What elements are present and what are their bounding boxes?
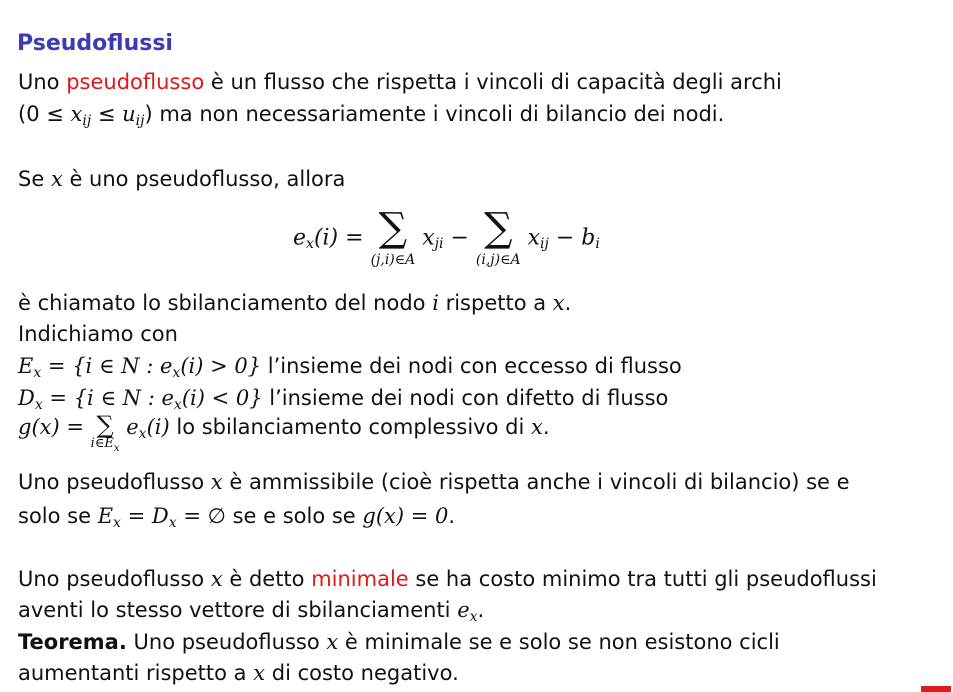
math-sub: x — [138, 426, 147, 442]
math-x: x — [70, 102, 83, 126]
math-sub: x — [469, 609, 478, 625]
math-x: x — [552, 291, 565, 315]
deficit-set-line — [18, 385, 668, 411]
sigma-symbol: ∑ — [378, 205, 408, 251]
math-set: (i) < 0} — [181, 386, 263, 410]
text: (0 ≤ — [18, 102, 71, 126]
sum-subscript: (j,i)∈A — [370, 252, 416, 268]
math-sub: x — [33, 365, 42, 381]
math-x: x — [253, 661, 266, 685]
math-x: x — [326, 630, 339, 654]
minimal-line-1 — [18, 566, 877, 592]
math-sub: x — [113, 443, 120, 454]
imbalance-formula — [293, 205, 600, 268]
math-set: = {i ∈ N : e — [41, 354, 173, 378]
math-x: x — [50, 167, 63, 191]
math-e: e — [293, 225, 307, 251]
sum-3 — [90, 411, 120, 454]
sum-subscript-main: i∈E — [90, 436, 114, 451]
text: lo sbilanciamento complessivo di — [169, 415, 531, 439]
text: è ammissibile (cioè rispetta anche i vincoli di bilancio) se e — [222, 470, 850, 494]
text: Uno pseudoflusso — [126, 630, 327, 654]
math-eq: = — [120, 504, 152, 528]
admissible-line-1 — [18, 469, 850, 495]
math-arg: (i) — [313, 225, 339, 251]
math-sub: ij — [82, 113, 92, 129]
text: aventi lo stesso vettore di sbilanciamenti — [18, 598, 458, 622]
slide-footer — [0, 686, 953, 692]
text: Uno pseudoflusso — [18, 567, 211, 591]
intro-line — [18, 166, 345, 192]
text: l’insieme dei nodi con eccesso di flusso — [261, 354, 682, 378]
indichiamo-line — [18, 321, 178, 347]
sigma-symbol: ∑ — [483, 205, 513, 251]
text: . — [448, 504, 456, 528]
math-minus: − — [443, 225, 476, 251]
theorem-label: Teorema. — [18, 630, 127, 654]
theorem-line-1 — [18, 629, 780, 655]
text: aumentanti rispetto a — [18, 661, 254, 685]
math-g: g(x) = — [18, 415, 91, 439]
math-E: E — [18, 354, 34, 378]
text: rispetto a — [438, 291, 553, 315]
math-x: x — [530, 415, 543, 439]
math-sub: x — [306, 236, 314, 252]
text: Indichiamo con — [18, 322, 178, 346]
admissible-line-2 — [18, 503, 455, 529]
sum-2 — [475, 205, 521, 268]
math-sub: x — [168, 515, 177, 531]
imbalance-desc-line — [18, 290, 571, 316]
text: è uno pseudoflusso, allora — [62, 167, 346, 191]
text: è chiamato lo sbilanciamento del nodo — [18, 291, 433, 315]
sigma-symbol: ∑ — [96, 411, 114, 439]
math-set: = {i ∈ N : e — [42, 386, 174, 410]
footer-mark — [921, 686, 951, 692]
math-sub: ij — [540, 236, 549, 252]
math-sub: x — [172, 365, 181, 381]
math-u: u — [122, 102, 136, 126]
theorem-line-2 — [18, 660, 459, 686]
math-x: x — [210, 567, 223, 591]
text: di costo negativo. — [265, 661, 459, 685]
definition-line-1 — [18, 69, 782, 95]
slide-title: Pseudoflussi — [17, 31, 173, 56]
math-D: D — [18, 386, 35, 410]
math-set: (i) > 0} — [180, 354, 262, 378]
minimal-line-2 — [18, 597, 484, 623]
text: se ha costo minimo tra tutti gli pseudoflussi — [408, 567, 877, 591]
text: solo se — [18, 504, 98, 528]
math-E: E — [97, 504, 114, 528]
sum-subscript: (i,j)∈A — [475, 252, 521, 268]
math-i: i — [432, 291, 439, 315]
math-sub: x — [113, 515, 121, 531]
text: . — [564, 291, 572, 315]
text: l’insieme dei nodi con difetto di flusso — [262, 386, 669, 410]
text: è un flusso che rispetta i vincoli di capacità degli archi — [204, 70, 782, 94]
text: è detto — [222, 567, 312, 591]
sum-subscript — [90, 436, 120, 454]
math-arg: (i) — [146, 415, 170, 439]
text: se e solo se — [225, 504, 363, 528]
math-g: g(x) = 0 — [362, 504, 449, 528]
math-eq: = — [338, 225, 371, 251]
math-e: e — [457, 598, 470, 622]
math-sub: x — [34, 397, 43, 413]
sum-1 — [370, 205, 416, 268]
text: è minimale se e solo se non esistono cicli — [338, 630, 780, 654]
math-sub: ji — [434, 236, 444, 252]
total-imbalance-line — [18, 411, 550, 454]
term-minimale: minimale — [311, 567, 409, 591]
definition-line-2 — [18, 101, 724, 127]
math-D: D — [151, 504, 169, 528]
text: Uno — [18, 70, 67, 94]
math-minus: − — [548, 225, 582, 251]
text: Se — [18, 167, 51, 191]
math-e: e — [126, 415, 139, 439]
math-sub: ij — [135, 113, 145, 129]
text: . — [477, 598, 485, 622]
term-pseudoflusso: pseudoflusso — [66, 70, 205, 94]
text: ≤ — [91, 102, 123, 126]
text: . — [542, 415, 550, 439]
text: ) ma non necessariamente i vincoli di bilancio dei nodi. — [144, 102, 725, 126]
math-x: x — [422, 225, 435, 251]
math-x: x — [527, 225, 540, 251]
text: Uno pseudoflusso — [18, 470, 211, 494]
math-b: b — [581, 225, 596, 251]
math-x: x — [210, 470, 223, 494]
math-sub: i — [595, 236, 600, 252]
excess-set-line — [18, 353, 682, 379]
math-eq: = ∅ — [176, 504, 226, 528]
math-sub: x — [173, 397, 182, 413]
